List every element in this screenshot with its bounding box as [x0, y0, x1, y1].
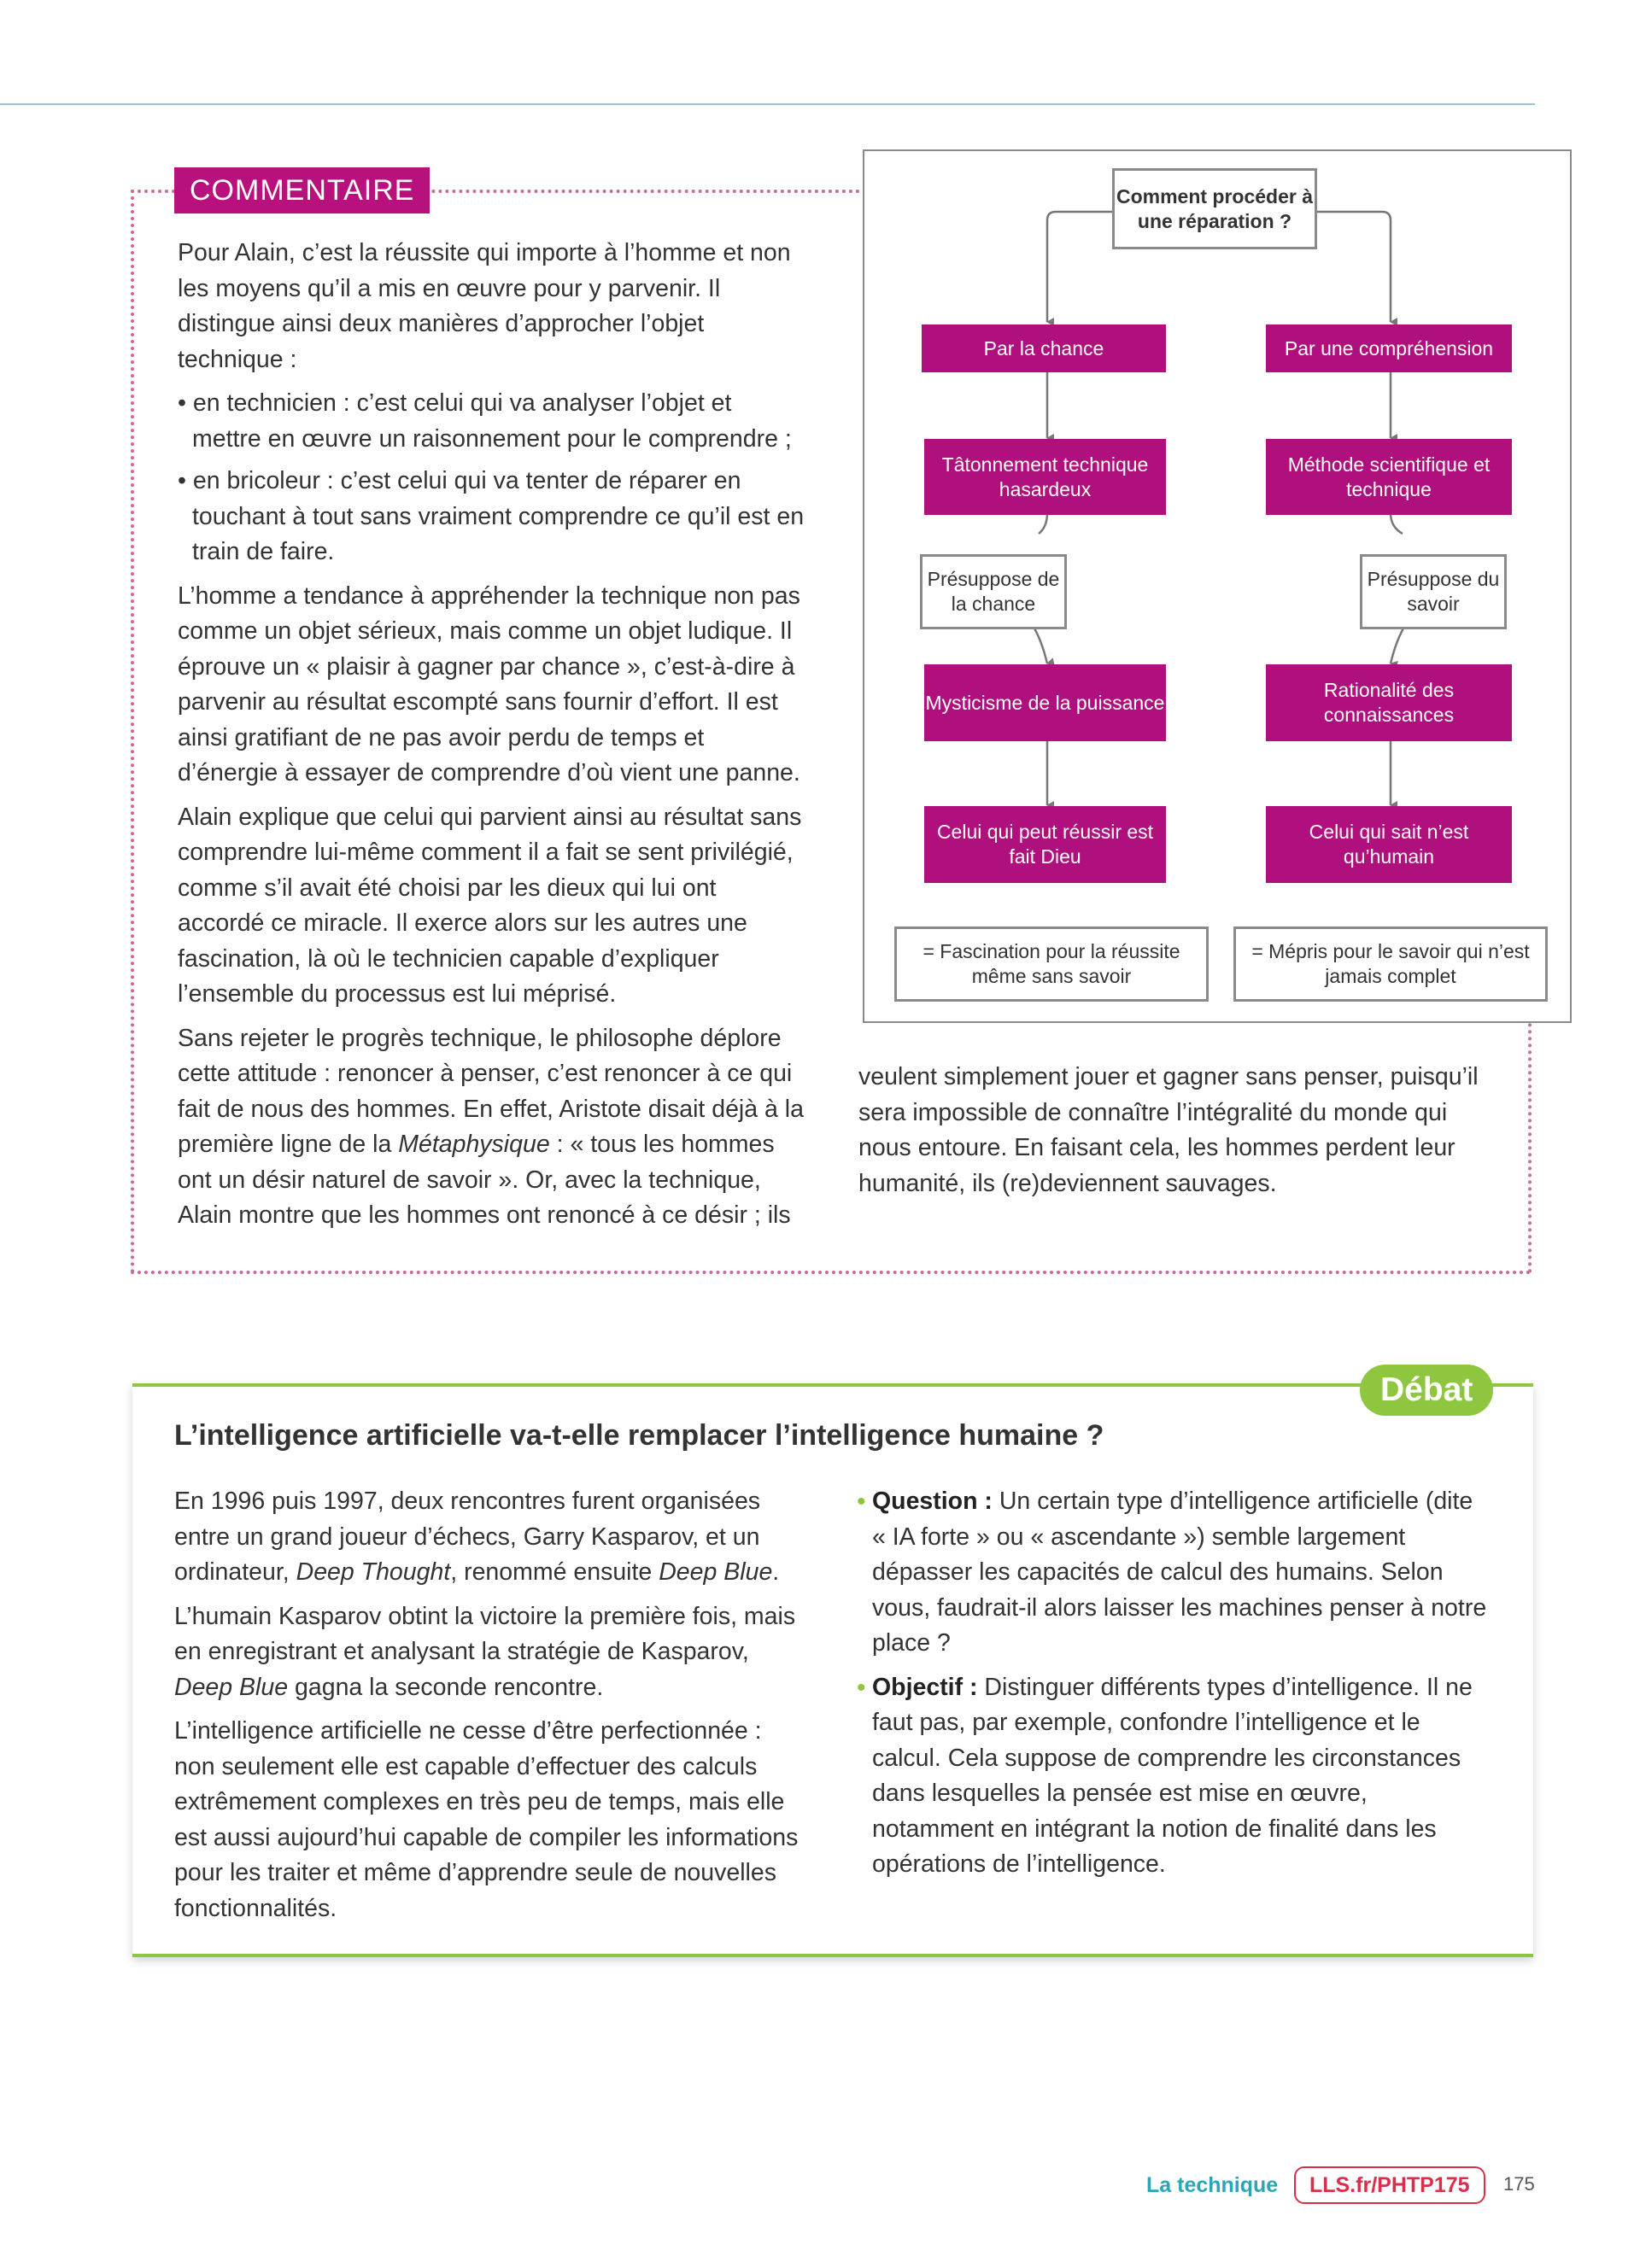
reparation-diagram	[863, 149, 1572, 1023]
debat-tag: Débat	[1360, 1365, 1493, 1416]
debat-para3: L’intelligence artificielle ne cesse d’être perfectionnée : non seulement elle est capable d’effectuer des calculs extrêmement complexes en très peu de temps, mais elle est aussi aujourd’hui capable de compiler les informations pour les traiter et même d’apprendre seule de nouvelles fonctionnalités.	[174, 1717, 799, 1922]
connector-left-branch	[1047, 212, 1112, 322]
debat-title: L’intelligence artificielle va-t-elle remplacer l’intelligence humaine ?	[174, 1419, 1104, 1452]
commentaire-intro: Pour Alain, c’est la réussite qui importe à l’homme et non les moyens qu’il a mis en œuvre pour y parvenir. Il distingue ainsi deux manières d’approcher l’objet technique :	[178, 239, 791, 373]
debat-para2: L’humain Kasparov obtint la victoire la première fois, mais en enregistrant et analysant la stratégie de Kasparov, Deep Blue gagna la seconde rencontre.	[174, 1602, 796, 1701]
diagram-right-result: Rationalité des connaissances	[1266, 664, 1512, 741]
diagram-right-conclusion: = Mépris pour le savoir qui n’est jamais complet	[1233, 926, 1548, 1002]
diagram-right-method: Méthode scientifique et technique	[1266, 439, 1512, 515]
diagram-left-method: Tâtonnement technique hasardeux	[924, 439, 1166, 515]
top-rule	[0, 103, 1535, 105]
commentaire-para3: Alain explique que celui qui parvient ainsi au résultat sans comprendre lui-même comment il a fait se sent privilégié, comme s’il avait été choisi par les dieux qui lui ont accordé ce miracle. Il exerce alors sur les autres une fascination, là où le technicien capable d’expliquer l’ensemble du processus est lui méprisé.	[178, 803, 802, 1008]
diagram-left-branch: Par la chance	[922, 324, 1166, 372]
debat-left-column	[174, 1484, 806, 1935]
diagram-left-result: Mysticisme de la puissance	[924, 664, 1166, 741]
page-number: 175	[1503, 2173, 1535, 2195]
commentaire-left-column	[178, 236, 805, 1242]
debat-right-column	[857, 1484, 1493, 1891]
list-item: • en technicien : c’est celui qui va analyser l’objet et mettre en œuvre un raisonnement pour le comprendre ;	[178, 386, 805, 457]
diagram-question: Comment procéder à une réparation ?	[1112, 168, 1317, 249]
commentaire-bullets	[178, 386, 805, 570]
diagram-left-outcome: Celui qui peut réussir est fait Dieu	[924, 806, 1166, 883]
diagram-right-outcome: Celui qui sait n’est qu’humain	[1266, 806, 1512, 883]
commentaire-right-column	[858, 1060, 1491, 1210]
diagram-left-presuppose: Présuppose de la chance	[920, 554, 1067, 629]
commentaire-para4: Sans rejeter le progrès technique, le philosophe déplore cette attitude : renoncer à penser, c’est renoncer à ce qui fait de nous des hommes. En effet, Aristote disait déjà à la première ligne de la Métaphysique : « tous les hommes ont un désir naturel de savoir ». Or, avec la technique, Alain montre que les hommes ont renoncé à ce désir ; ils	[178, 1024, 804, 1229]
diagram-left-conclusion: = Fascination pour la réussite même sans savoir	[894, 926, 1209, 1002]
debat-para1: En 1996 puis 1997, deux rencontres furent organisées entre un grand joueur d’échecs, Garry Kasparov, et un ordinateur, Deep Thought, renommé ensuite Deep Blue.	[174, 1488, 780, 1586]
commentaire-para4-continued: veulent simplement jouer et gagner sans penser, puisqu’il sera impossible de connaître l’intégralité du monde qui nous entoure. En faisant cela, les hommes perdent leur humanité, ils (re)deviennent sauvages.	[858, 1063, 1479, 1197]
list-item: • en bricoleur : c’est celui qui va tenter de réparer en touchant à tout sans vraiment comprendre ce qu’il est en train de faire.	[178, 464, 805, 570]
debat-objectif: • Objectif : Distinguer différents types d’intelligence. Il ne faut pas, par exemple, confondre l’intelligence et le calcul. Cela suppose de comprendre les circonstances dans lesquelles la pensée est mise en œuvre, notamment en intégrant la notion de finalité dans les opérations de l’intelligence.	[857, 1670, 1493, 1883]
footer-section-title: La technique	[1146, 2173, 1279, 2197]
diagram-right-presuppose: Présuppose du savoir	[1360, 554, 1507, 629]
bullet-icon: •	[857, 1673, 866, 1702]
debat-question: • Question : Un certain type d’intelligence artificielle (dite « IA forte » ou « ascendante ») semble largement dépasser les capacités de calcul des humains. Selon vous, faudrait-il alors laisser les machines penser à notre place ?	[857, 1484, 1493, 1662]
diagram-right-branch: Par une compréhension	[1266, 324, 1512, 372]
commentaire-tag: COMMENTAIRE	[174, 167, 430, 213]
connector-right-branch	[1317, 212, 1391, 322]
bullet-icon: •	[857, 1488, 866, 1516]
footer-link[interactable]: LLS.fr/PHTP175	[1294, 2166, 1485, 2204]
commentaire-para2: L’homme a tendance à appréhender la technique non pas comme un objet sérieux, mais comme un objet ludique. Il éprouve un « plaisir à gagner par chance », c’est-à-dire à parvenir au résultat escompté sans fournir d’effort. Il est ainsi gratifiant de ne pas avoir perdu de temps et d’énergie à essayer de comprendre d’où vient une panne.	[178, 582, 800, 786]
